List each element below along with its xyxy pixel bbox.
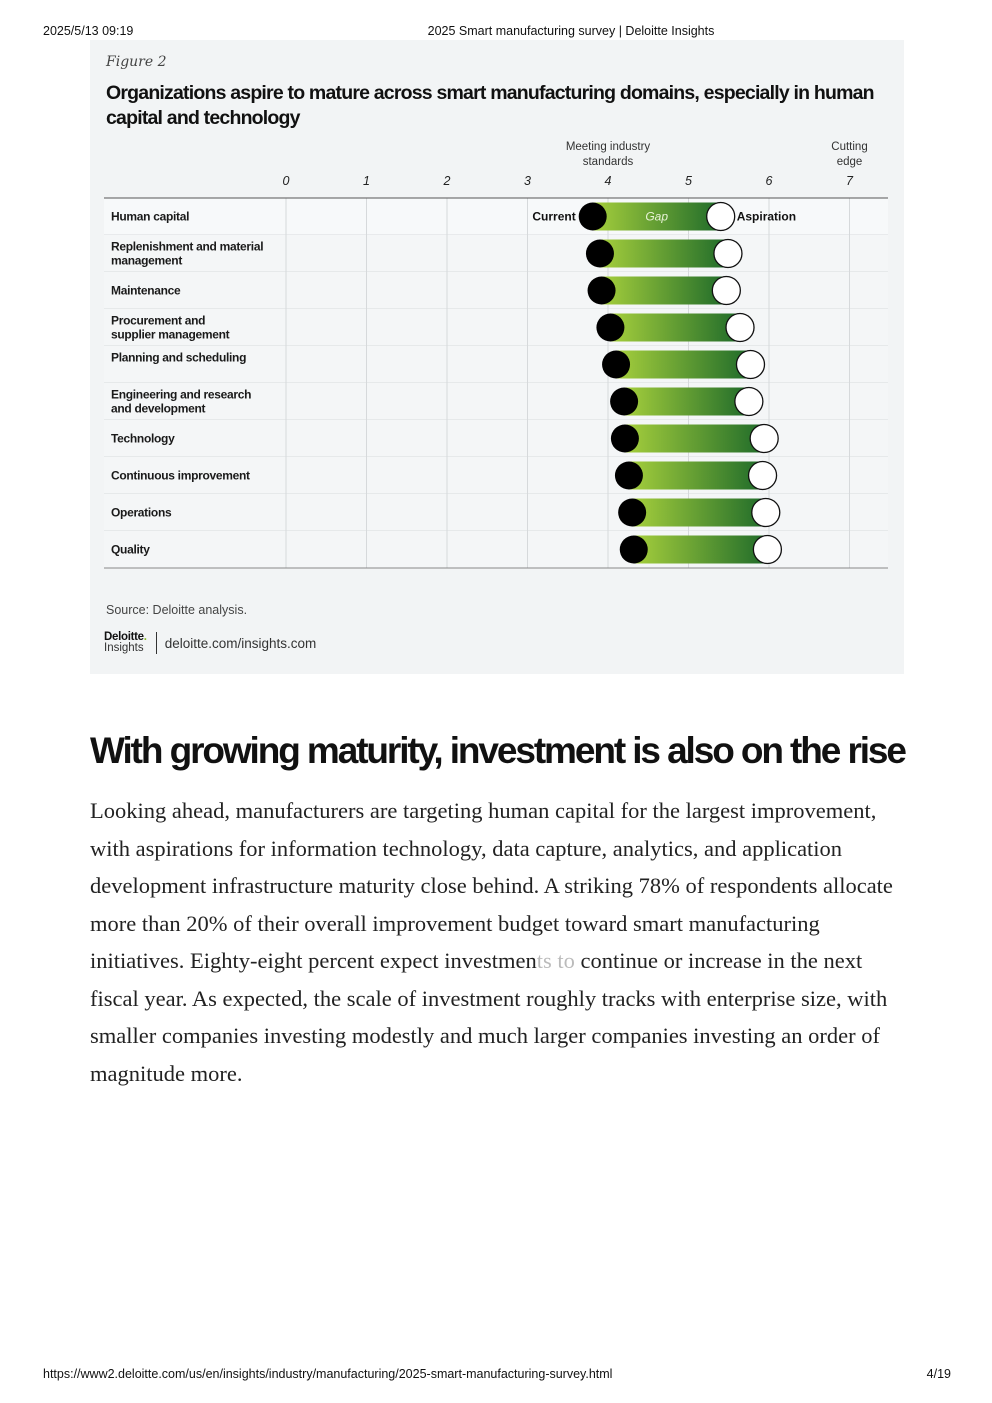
- x-tick-label: 1: [363, 174, 370, 188]
- aspiration-marker: [750, 425, 778, 453]
- current-marker: [610, 388, 638, 416]
- gap-bar: [600, 240, 728, 268]
- gap-bar: [602, 277, 727, 305]
- legend-aspiration-label: Aspiration: [736, 209, 797, 224]
- current-marker: [618, 499, 646, 527]
- gap-bar: [629, 462, 763, 490]
- paragraph-end: continue or increase in the next fiscal year. As expected, the scale of investment roughly tracks with enterprise size, with smaller companies investing modestly and much larger companies investing an order of magnitude more.: [90, 948, 888, 1086]
- category-label: Procurement and supplier management: [111, 313, 230, 342]
- paragraph-main: Looking ahead, manufacturers are targeting human capital for the largest improvement, with aspirations for information technology, data capture, analytics, and application development infrastructure maturity close behind. A striking 78% of respondents allocate more than 20% of their overall improvement budget toward smart manufacturing initiatives. Eighty-eight percent expect investmen: [90, 798, 893, 973]
- print-page-number: 4/19: [926, 1367, 951, 1381]
- gap-bar: [624, 388, 749, 416]
- paragraph-faded: ts to: [536, 948, 575, 973]
- print-datetime: 2025/5/13 09:19: [43, 24, 134, 38]
- current-marker: [588, 277, 616, 305]
- category-label: Human capital: [111, 209, 190, 224]
- x-tick-label: 0: [282, 174, 290, 188]
- brand-name: Deloitte: [104, 631, 144, 643]
- category-label: Planning and scheduling: [111, 350, 247, 365]
- article-paragraph: [90, 792, 908, 1092]
- aspiration-marker: [735, 388, 763, 416]
- current-marker: [586, 240, 614, 268]
- brand-url: deloitte.com/insights.com: [164, 635, 317, 651]
- current-marker: [620, 536, 648, 564]
- aspiration-marker: [714, 240, 742, 268]
- aspiration-marker: [752, 499, 780, 527]
- category-label: Continuous improvement: [111, 468, 250, 483]
- x-tick-label: 3: [524, 174, 531, 188]
- x-annotation: Meeting industry standards: [565, 141, 651, 168]
- maturity-chart: [90, 40, 904, 674]
- category-label: Engineering and research and development: [111, 387, 252, 416]
- aspiration-marker: [707, 203, 735, 231]
- deloitte-logo: Deloitte. Insights: [104, 631, 147, 654]
- aspiration-marker: [736, 351, 764, 379]
- row-band: [104, 272, 888, 309]
- deloitte-insights-brand: [104, 632, 316, 654]
- x-tick-label: 4: [604, 174, 612, 188]
- category-label: Technology: [111, 431, 175, 446]
- gap-bar: [610, 314, 740, 342]
- aspiration-marker: [712, 277, 740, 305]
- category-label: Replenishment and material management: [111, 239, 264, 268]
- x-tick-label: 2: [443, 174, 451, 188]
- section-heading: With growing maturity, investment is also on the rise: [90, 730, 905, 771]
- gap-bar: [616, 351, 750, 379]
- legend-current-label: Current: [532, 209, 576, 224]
- current-marker: [611, 425, 639, 453]
- aspiration-marker: [749, 462, 777, 490]
- print-page-title: 2025 Smart manufacturing survey | Deloitte Insights: [427, 24, 715, 38]
- figure-label: Figure 2: [106, 54, 167, 70]
- aspiration-marker: [726, 314, 754, 342]
- gap-bar: [634, 536, 768, 564]
- current-marker: [602, 351, 630, 379]
- current-marker: [596, 314, 624, 342]
- brand-divider: [156, 632, 157, 654]
- figure-title: Organizations aspire to mature across smart manufacturing domains, especially in human capital and technology: [106, 82, 874, 129]
- current-marker: [579, 203, 607, 231]
- x-annotation: Cutting edge: [831, 141, 868, 168]
- x-tick-label: 6: [765, 174, 773, 188]
- figure-source: Source: Deloitte analysis.: [106, 603, 248, 617]
- x-tick-label: 5: [685, 174, 692, 188]
- gap-bar: [625, 425, 764, 453]
- figure-card: [90, 40, 904, 674]
- print-url: https://www2.deloitte.com/us/en/insights/industry/manufacturing/2025-smart-manufacturing-survey.html: [43, 1367, 613, 1381]
- category-label: Maintenance: [111, 283, 181, 298]
- category-label: Quality: [111, 542, 150, 557]
- x-tick-label: 7: [846, 174, 853, 188]
- legend-gap-label: Gap: [645, 209, 669, 224]
- current-marker: [615, 462, 643, 490]
- aspiration-marker: [753, 536, 781, 564]
- brand-sub: Insights: [104, 642, 144, 654]
- category-label: Operations: [111, 505, 172, 520]
- gap-bar: [632, 499, 766, 527]
